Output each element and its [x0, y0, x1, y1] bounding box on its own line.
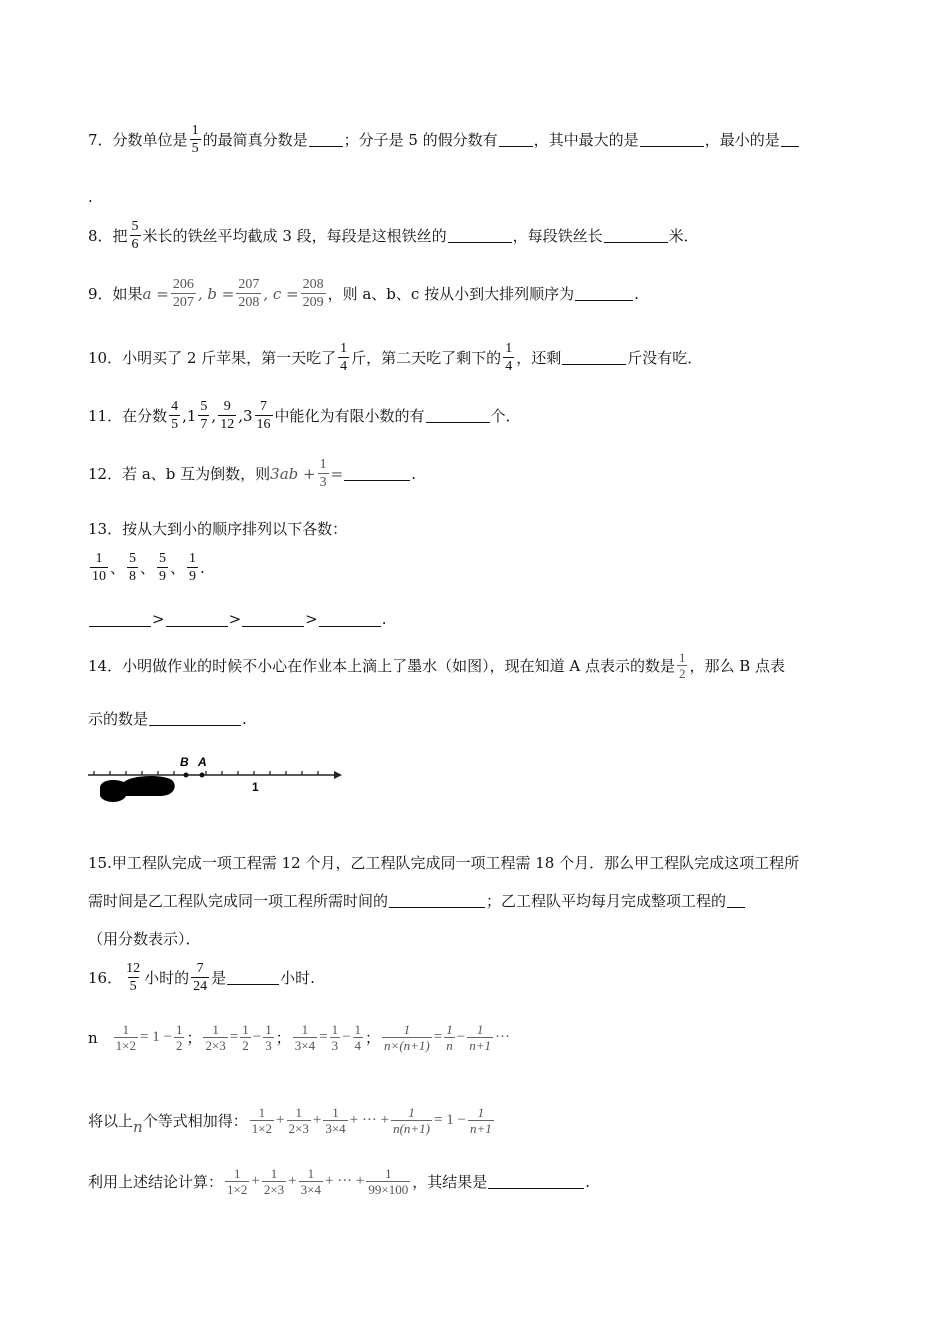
- label-one: 1: [252, 780, 259, 794]
- fraction: $\frac{1}{3}$: [331, 1022, 339, 1053]
- fraction: $\frac{1}{3\times 4}$: [300, 1166, 321, 1197]
- fraction: $\frac{5}{9}$: [159, 551, 167, 584]
- q11-line: 11．在分数 $\frac{4}{5}$ , 1 $\frac{5}{7}$ , $\frac{9}{12}$ , 3 $\frac{7}{16}$ 中能化为有限小数的有 个．: [88, 399, 521, 432]
- fraction: $\frac{1}{n+1}$: [469, 1104, 492, 1136]
- fraction: $\frac{5}{6}$: [131, 219, 139, 252]
- answer-blank[interactable]: [89, 612, 151, 627]
- answer-blank[interactable]: [562, 350, 626, 365]
- fraction: $\frac{1}{5}$: [191, 123, 199, 156]
- fraction: $\frac{1}{2\times 3}$: [263, 1166, 285, 1197]
- answer-blank[interactable]: [319, 612, 381, 627]
- answer-blank[interactable]: [149, 711, 241, 726]
- q13-numbers: $\frac{1}{10}$ 、 $\frac{5}{8}$ 、 $\frac{5}{9}$ 、 $\frac{1}{9}$ .: [92, 551, 205, 584]
- fraction: $\frac{1}{1\times 2}$: [115, 1022, 137, 1053]
- fraction: $\frac{1}{2}$: [242, 1022, 249, 1053]
- fraction: $\frac{1}{n(n+1)}$: [393, 1104, 431, 1136]
- q10-line: 10．小明买了 2 斤苹果，第一天吃了 $\frac{1}{4}$ 斤，第二天吃了剩下的 $\frac{1}{4}$ ，还剩 斤没有吃．: [88, 341, 703, 374]
- fraction: $\frac{1}{4}$: [505, 341, 513, 374]
- fraction: $\frac{1}{2\times 3}$: [288, 1104, 309, 1136]
- q17-sum-line: 将以上 n 个等式相加得： $\frac{1}{1\times 2}$ + $\frac{1}{2\times 3}$ + $\frac{1}{3\times 4}$ + ··· + $\frac{1}{n(n+1)}$ = 1 − $\frac{1}{n+1}$: [88, 1104, 492, 1136]
- answer-blank[interactable]: [389, 893, 485, 908]
- point-b: [184, 773, 189, 778]
- fraction: $\frac{1}{10}$: [92, 551, 106, 584]
- q15-line2: 需时间是乙工程队完成同一项工程所需时间的 ；乙工程队平均每月完成整项工程的: [88, 890, 746, 911]
- q7-text: ，最小的是: [704, 131, 780, 149]
- q7-text: ；分子是 5 的假分数有: [343, 131, 498, 149]
- fraction: $\frac{1}{n\times(n+1)}$: [384, 1022, 430, 1053]
- fraction: $\frac{1}{9}$: [189, 551, 197, 584]
- fraction: $\frac{1}{n+1}$: [469, 1022, 491, 1053]
- answer-blank[interactable]: [488, 1174, 584, 1189]
- fraction: $\frac{1}{3}$: [265, 1022, 272, 1053]
- answer-blank[interactable]: [781, 132, 799, 147]
- answer-blank[interactable]: [426, 408, 490, 423]
- answer-blank[interactable]: [499, 132, 533, 147]
- answer-blank[interactable]: [344, 466, 410, 481]
- fraction: $\frac{5}{8}$: [129, 551, 137, 584]
- fraction: $\frac{1}{3}$: [319, 457, 327, 490]
- fraction: $\frac{1}{n}$: [446, 1022, 453, 1053]
- fraction: $\frac{208}{209}$: [302, 277, 324, 310]
- answer-blank[interactable]: [575, 286, 633, 301]
- q7-text: 分数单位是: [112, 131, 188, 149]
- fraction: $\frac{5}{7}$: [200, 399, 208, 432]
- answer-blank[interactable]: [166, 612, 228, 627]
- point-a: [200, 773, 205, 778]
- fraction: $\frac{4}{5}$: [171, 399, 179, 432]
- ink-blot: [100, 776, 175, 802]
- fraction: $\frac{207}{208}$: [238, 277, 260, 310]
- q7-text: ，其中最大的是: [533, 131, 639, 149]
- q7-tail: .: [88, 188, 93, 206]
- answer-blank[interactable]: [309, 132, 343, 147]
- fraction: $\frac{7}{24}$: [193, 961, 208, 994]
- q15-line3: （用分数表示）．: [88, 930, 201, 948]
- fraction: $\frac{12}{5}$: [126, 961, 141, 994]
- q13-line: 13．按从大到小的顺序排列以下各数：: [88, 520, 348, 538]
- q15-line1: 15.甲工程队完成一项工程需 12 个月，乙工程队完成同一项工程需 18 个月．那么甲工程队完成这项工程所: [88, 854, 800, 872]
- fraction: $\frac{1}{2}$: [678, 650, 686, 681]
- fraction: $\frac{1}{1\times 2}$: [251, 1104, 273, 1136]
- fraction: $\frac{1}{3\times 4}$: [294, 1022, 316, 1053]
- q13-answer: > > > .: [88, 610, 387, 628]
- answer-blank[interactable]: [242, 612, 304, 627]
- answer-blank[interactable]: [227, 970, 279, 985]
- fraction: $\frac{1}{1\times 2}$: [227, 1166, 248, 1197]
- q7-text: 的最简真分数是: [202, 131, 308, 149]
- q7-line: [88, 122, 800, 157]
- q14-line2: 示的数是 .: [88, 709, 247, 728]
- label-b: B: [180, 755, 189, 769]
- q12-line: 12．若 a、b 互为倒数，则 3ab + $\frac{1}{3}$ = .: [88, 457, 416, 490]
- answer-blank[interactable]: [727, 893, 745, 908]
- q17-line: n $\frac{1}{1\times 2}$ = 1 − $\frac{1}{2}$ ； $\frac{1}{2\times 3}$ = $\frac{1}{2}$ − $\frac{1}{3}$ ； $\frac{1}{3\times 4}$ = $\frac{1}{3}$ − $\frac{1}{4}$ ； $\frac{1}{n\times(n+1)}$ = $\frac{1}{n}$ − $\frac{1}{n+1}$ ···: [88, 1022, 510, 1053]
- fraction: $\frac{1}{3\times 4}$: [325, 1104, 346, 1136]
- q9-line: 9．如果 a = $\frac{206}{207}$ , b = $\frac{207}{208}$ , c = $\frac{208}{209}$ ，则 a、b、c 按从小到大排列顺序为 .: [88, 277, 639, 310]
- fraction: $\frac{7}{16}$: [256, 399, 271, 432]
- fraction: $\frac{1}{4}$: [354, 1022, 362, 1053]
- number-line-figure: [86, 750, 346, 810]
- fraction: $\frac{206}{207}$: [172, 277, 194, 310]
- answer-blank[interactable]: [448, 228, 512, 243]
- fraction: $\frac{1}{2\times 3}$: [205, 1022, 226, 1053]
- answer-blank[interactable]: [640, 132, 704, 147]
- q17-calc-line: 利用上述结论计算： $\frac{1}{1\times 2}$ + $\frac{1}{2\times 3}$ + $\frac{1}{3\times 4}$ + ··· + $\frac{1}{99\times 100}$ ，其结果是 .: [88, 1166, 591, 1197]
- q7-text: 7．: [88, 131, 113, 149]
- q16-line: 16． $\frac{12}{5}$ 小时的 $\frac{7}{24}$ 是 小时.: [88, 961, 315, 994]
- fraction: $\frac{9}{12}$: [220, 399, 235, 432]
- fraction: $\frac{1}{4}$: [340, 341, 348, 374]
- label-a: A: [198, 755, 207, 769]
- fraction: $\frac{1}{99\times 100}$: [368, 1166, 409, 1197]
- answer-blank[interactable]: [604, 228, 668, 243]
- fraction: $\frac{1}{2}$: [175, 1022, 183, 1053]
- q14-line: 14．小明做作业的时候不小心在作业本上滴上了墨水（如图），现在知道 A 点表示的数是 $\frac{1}{2}$ ，那么 B 点表: [88, 650, 786, 681]
- q8-line: 8．把 $\frac{5}{6}$ 米长的铁丝平均截成 3 段，每段是这根铁丝的 ，每段铁丝长 米．: [88, 219, 699, 252]
